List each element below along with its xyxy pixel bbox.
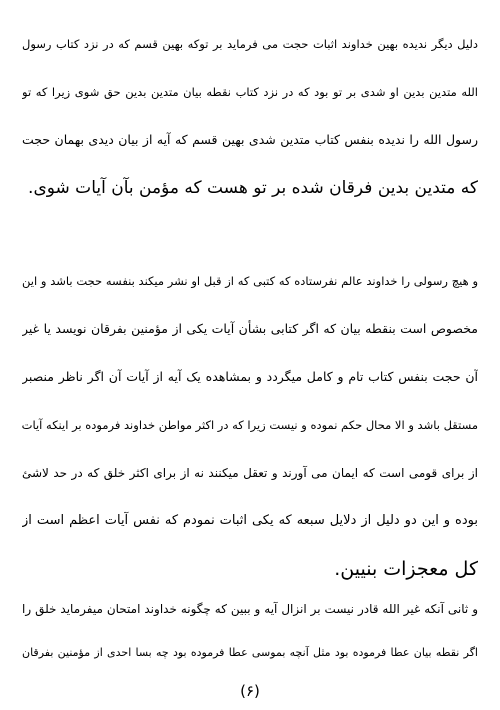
text-line: و ثانی آنکه غیر الله قادر نیست بر انزال آیه و ببین که چگونه خداوند امتحان میفرماید خلق را <box>22 602 478 616</box>
text-line: کل معجزات بنیین. <box>334 558 478 580</box>
paragraph-3 <box>22 588 478 674</box>
text-line: از برای قومی است که ایمان می آورند و تعقل میکنند نه از برای اکثر خلق که در حد لاشئ <box>22 466 478 480</box>
text-line: آن حجت بنفس کتاب تام و کامل میگردد و بمشاهده یک آیه از آیات آن اگر ناظر منصبر <box>22 369 478 384</box>
text-line: که متدین بدین فرقان شده بر تو هست که مؤمن بآن آیات شوی. <box>28 178 478 198</box>
text-line: دلیل دیگر ندیده بهین خداوند اثبات حجت می فرماید بر توکه بهین قسم که در نزد کتاب رسول <box>22 37 478 51</box>
text-line: مخصوص است بنقطه بیان که اگر کتابی بشأن آیات یکی از مؤمنین بفرقان نویسد یا غیر <box>22 321 478 336</box>
text-line: بوده و این دو دلیل از دلایل سبعه که یکی اثبات نمودم که نفس آیات اعظم است از <box>22 513 478 528</box>
text-line: مستقل باشد و الا محال حکم نموده و نیست زیرا که در اکثر مواطن خداوند فرموده بر اینکه آیات <box>22 418 478 432</box>
text-line: اگر نقطه بیان عطا فرموده بود مثل آنچه بموسی عطا فرموده بود چه بسا احدی از مؤمنین بفرقان <box>22 646 478 659</box>
paragraph-1 <box>22 20 478 212</box>
text-line: الله متدین بدین او شدی بر تو بود که در نزد کتاب نقطه بیان متدین بدین حق شوی زیرا که تو <box>22 85 478 99</box>
paragraph-2 <box>22 257 478 593</box>
text-line: رسول الله را ندیده بنفس کتاب متدین شدی بهین قسم که آیه از بیان دیدی بهمان حجت <box>22 132 478 147</box>
text-line: و هیچ رسولی را خداوند عالم نفرستاده که کتبی که از قبل او نشر میکند بنفسه حجت باشد و این <box>22 274 478 288</box>
page-number: (۶) <box>240 682 260 700</box>
